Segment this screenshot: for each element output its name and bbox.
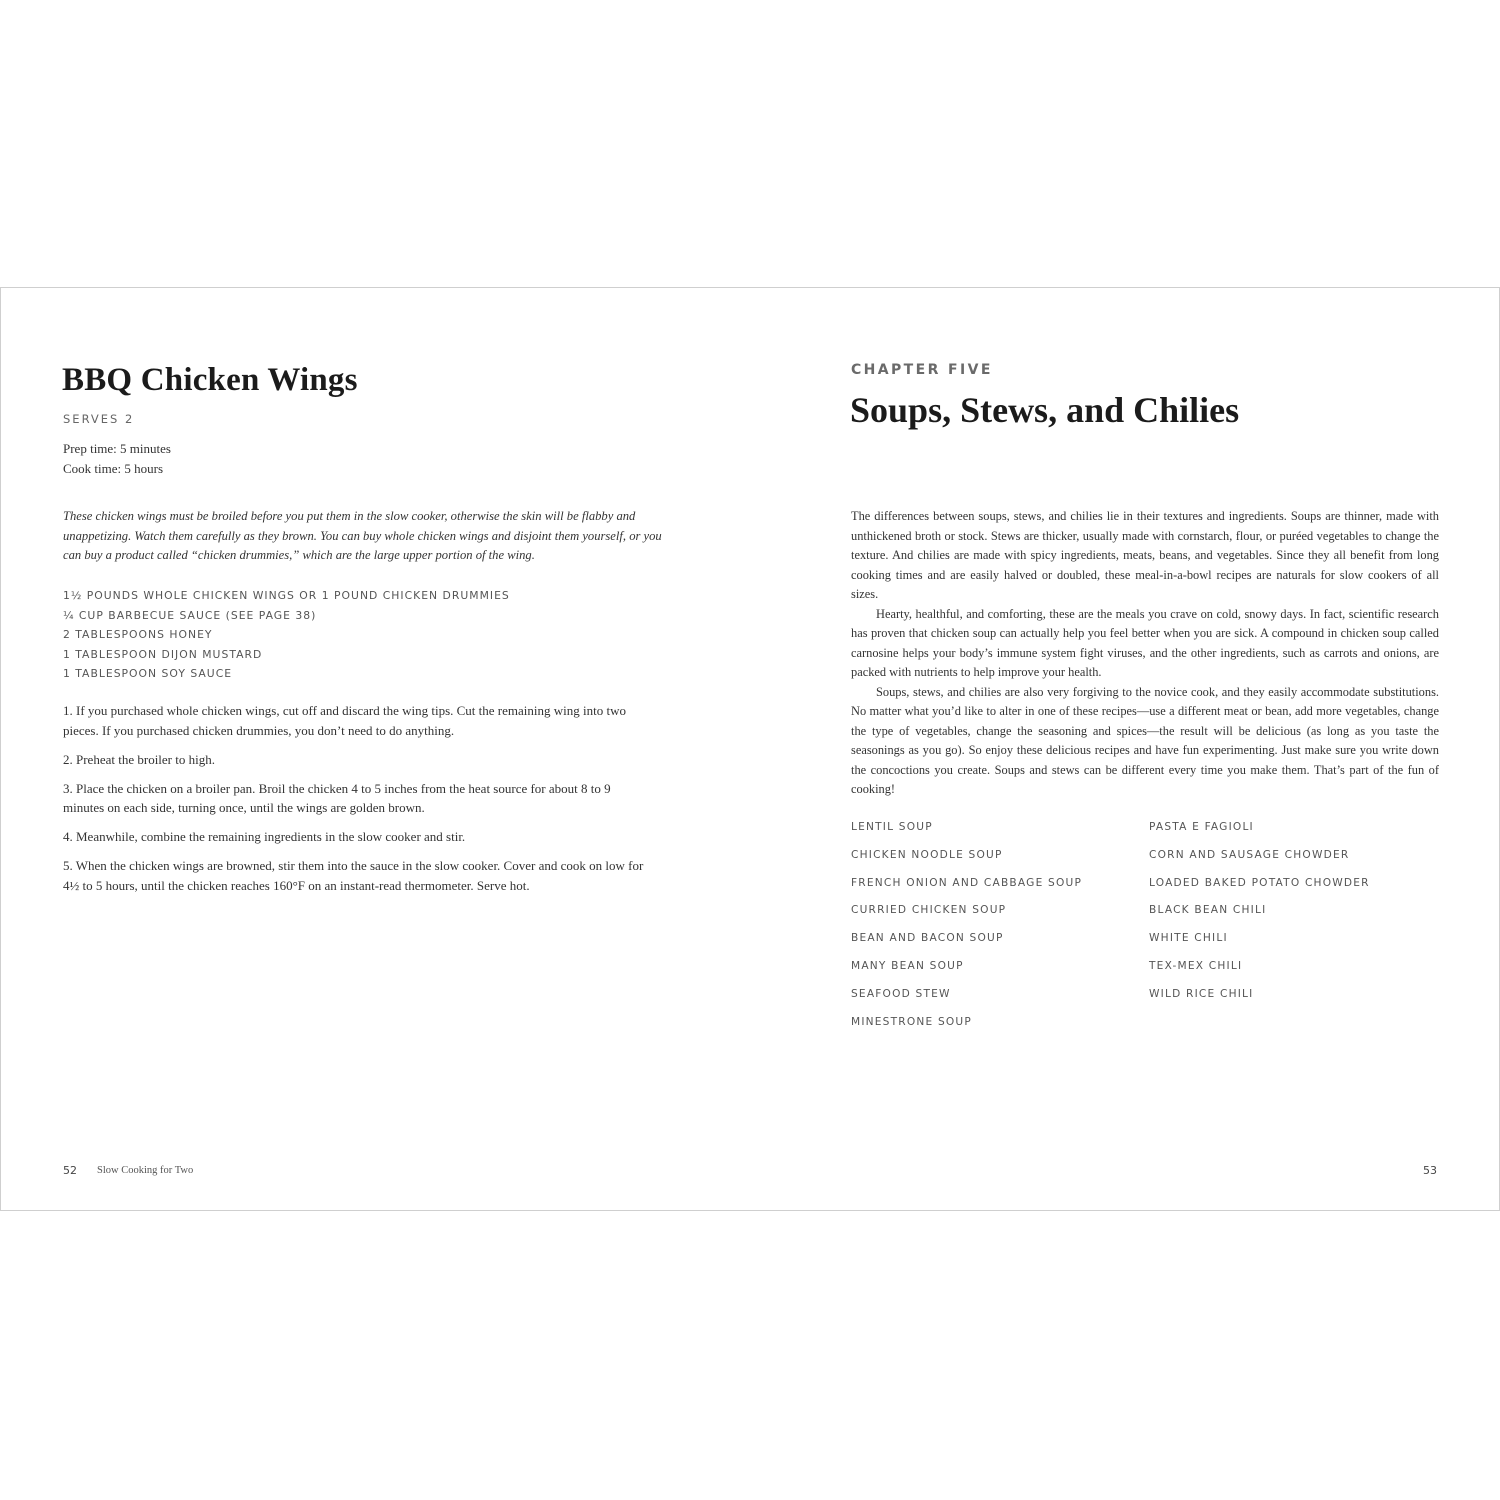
recipe-list-item: MINESTRONE SOUP [851,1015,972,1028]
chapter-label: CHAPTER FIVE [851,362,993,378]
recipe-list-item: WILD RICE CHILI [1149,987,1254,1000]
step-item: 3. Place the chicken on a broiler pan. Broil the chicken 4 to 5 inches from the heat source for about 8 to 9 minutes on each side, turning once, until the wings are golden brown. [63,780,611,815]
book-spread [0,287,1500,1211]
page-number-left: 52 [63,1164,77,1177]
recipe-list-column-2 [1149,819,1370,1014]
step-item: 2. Preheat the broiler to high. [63,751,215,767]
intro-paragraph: Soups, stews, and chilies are also very forgiving to the novice cook, and they easily accommodate substitutions. No matter what you’d like to alter in one of these recipes—use a different meat or bean, add more vegetables, change the type of vegetables, change the seasoning and spices—the result will be delicious (as long as you taste the seasonings as you go). So enjoy these delicious recipes and have fun experimenting. Just make sure you write down the concoctions you create. Soups and stews can be different every time you make them. That’s part of the fun of cooking! [851,684,1439,796]
recipe-list-item: CHICKEN NOODLE SOUP [851,848,1003,861]
step-item: 5. When the chicken wings are browned, stir them into the sauce in the slow cooker. Cover and cook on low for 4½ to 5 hours, until the chicken reaches 160°F on an instant-read thermometer. Serve hot. [63,858,644,893]
recipe-steps [63,701,648,905]
step-item: 1. If you purchased whole chicken wings, cut off and discard the wing tips. Cut the remaining wing into two pieces. If you purchased chicken drummies, you don’t need to do anything. [63,703,626,738]
recipe-title: BBQ Chicken Wings [62,362,358,398]
recipe-list-item: CURRIED CHICKEN SOUP [851,904,1007,917]
serves-label: SERVES 2 [63,412,135,426]
ingredient-item: 1 TABLESPOON SOY SAUCE [63,667,233,680]
recipe-list-item: CORN AND SAUSAGE CHOWDER [1149,848,1350,861]
intro-paragraph: Hearty, healthful, and comforting, these are the meals you crave on cold, snowy days. In fact, scientific research has proven that chicken soup can actually help you feel better when you are sick. A compound in chicken soup called carnosine helps your body’s immune system fight viruses, and the other ingredients, such as carrots and onions, are packed with nutrients to help improve your health. [851,606,1439,679]
recipe-list-item: BLACK BEAN CHILI [1149,904,1267,917]
intro-paragraph: The differences between soups, stews, and chilies lie in their textures and ingredients. Soups are thinner, made with unthickened broth or stock. Stews are thicker, usually made with cornstarch, flour, or puréed vegetables to change the texture. And chilies are made with spicy ingredients, meats, beans, and vegetables. Since they all benefit from long cooking times and are easily halved or doubled, these meal-in-a-bowl recipes are naturals for slow cookers of all sizes. [851,509,1439,601]
recipe-list-item: FRENCH ONION AND CABBAGE SOUP [851,876,1083,889]
ingredient-item: 2 TABLESPOONS HONEY [63,628,213,641]
ingredient-item: 1 TABLESPOON DIJON MUSTARD [63,647,263,661]
recipe-list-item: WHITE CHILI [1149,932,1228,945]
ingredient-list [63,586,510,684]
page-number-right: 53 [1423,1164,1437,1177]
chapter-intro [851,507,1439,800]
ingredient-item: 1½ POUNDS WHOLE CHICKEN WINGS OR 1 POUND CHICKEN DRUMMIES [63,589,510,602]
recipe-list-item: SEAFOOD STEW [851,987,951,1000]
recipe-times [63,439,171,478]
recipe-list-item: BEAN AND BACON SOUP [851,932,1004,945]
chapter-title: Soups, Stews, and Chilies [850,390,1240,430]
recipe-list-item: LOADED BAKED POTATO CHOWDER [1149,876,1370,889]
recipe-list-item: TEX-MEX CHILI [1149,959,1243,972]
recipe-list-column-1 [851,819,1082,1041]
recipe-list-item: PASTA E FAGIOLI [1149,821,1254,833]
prep-time: Prep time: 5 minutes [63,441,171,456]
cook-time: Cook time: 5 hours [63,460,164,476]
recipe-intro: These chicken wings must be broiled before you put them in the slow cooker, otherwise the skin will be flabby and unappetizing. Watch them carefully as they brown. You can buy whole chicken wings and disjoint them yourself, or you can buy a product called “chicken drummies,” which are the large upper portion of the wing. [63,509,662,562]
recipe-list-item: MANY BEAN SOUP [851,959,964,972]
recipe-list-item: LENTIL SOUP [851,821,933,833]
ingredient-item: ¼ CUP BARBECUE SAUCE (SEE PAGE 38) [63,608,317,622]
running-head: Slow Cooking for Two [97,1165,194,1176]
step-item: 4. Meanwhile, combine the remaining ingredients in the slow cooker and stir. [63,829,466,844]
